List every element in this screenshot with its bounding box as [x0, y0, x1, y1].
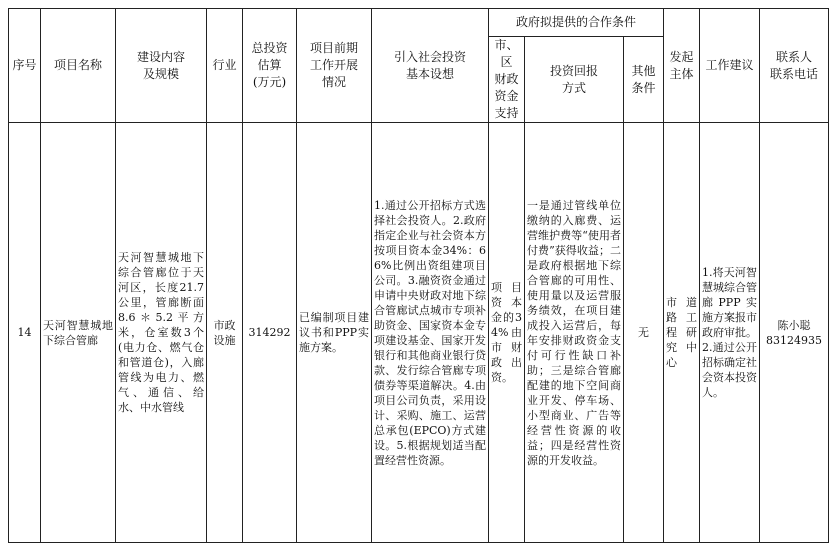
header-contact: 联系人 联系电话 — [760, 9, 829, 123]
header-capital-plan: 引入社会投资 基本设想 — [372, 9, 489, 123]
header-initiator: 发起 主体 — [664, 9, 700, 123]
contact-phone: 83124935 — [766, 333, 822, 347]
header-gov-conditions: 政府拟提供的合作条件 — [489, 9, 664, 37]
cell-industry: 市政设施 — [207, 123, 243, 543]
cell-prework: 已编制项目建议书和PPP实施方案。 — [297, 123, 372, 543]
header-work-advice: 工作建议 — [700, 9, 760, 123]
header-row-1 — [9, 9, 829, 37]
header-seq: 序号 — [9, 9, 41, 123]
header-investment: 总投资 估算 (万元) — [243, 9, 297, 123]
header-funding: 市、区 财政 资金 支持 — [489, 37, 525, 123]
cell-content: 天河智慧城地下综合管廊位于天河区，长度21.7公里，管廊断面8.6＊5.2平方米，仓室数3个(电力仓、燃气仓和管道仓)，入廊管线为电力、燃气、通信、给水、中水管线 — [116, 123, 207, 543]
cell-investment: 314292 — [243, 123, 297, 543]
cell-funding: 项目资本金的34%由市财政出资。 — [489, 123, 525, 543]
header-content: 建设内容 及规模 — [116, 9, 207, 123]
cell-work-advice: 1.将天河智慧城综合管廊PPP实施方案报市政府审批。 2.通过公开招标确定社会资本投资人。 — [700, 123, 760, 543]
cell-return-method: 一是通过管线单位缴纳的入廊费、运营维护费等“使用者付费”获得收益；二是政府根据地下综合管廊的可用性、使用量以及运营服务绩效，在项目建成投入运营后，每年安排财政资金支付可行性缺口补助；三是综合管廊配建的地下空间商业开发、停车场、小型商业、广告等经营性资源的收益；四是经营性资源的开发收益。 — [525, 123, 624, 543]
header-other-conditions: 其他 条件 — [624, 37, 664, 123]
header-return-method: 投资回报 方式 — [525, 37, 624, 123]
cell-name: 天河智慧城地下综合管廊 — [41, 123, 116, 543]
cell-other-conditions: 无 — [624, 123, 664, 543]
cell-capital-plan: 1.通过公开招标方式选择社会投资人。2.政府指定企业与社会资本方按项目资本金34%：66%比例出资组建项目公司。3.融资资金通过申请中央财政对地下综合管廊试点城市专项补助资金、国家资本金专项建设基金、国家开发银行和其他商业银行贷款、发行综合管廊专项债券等渠道解决。4.由项目公司负责，采用设计、采购、施工、运营总承包(EPCO)方式建设。5.根据规划适当配置经营性资源。 — [372, 123, 489, 543]
cell-contact — [760, 123, 829, 543]
cell-initiator: 市道路工程研究中心 — [664, 123, 700, 543]
header-prework: 项目前期 工作开展 情况 — [297, 9, 372, 123]
cell-seq: 14 — [9, 123, 41, 543]
header-industry: 行业 — [207, 9, 243, 123]
project-table — [8, 8, 829, 543]
header-name: 项目名称 — [41, 9, 116, 123]
contact-name: 陈小聪 — [777, 318, 811, 332]
table-row — [9, 123, 829, 543]
